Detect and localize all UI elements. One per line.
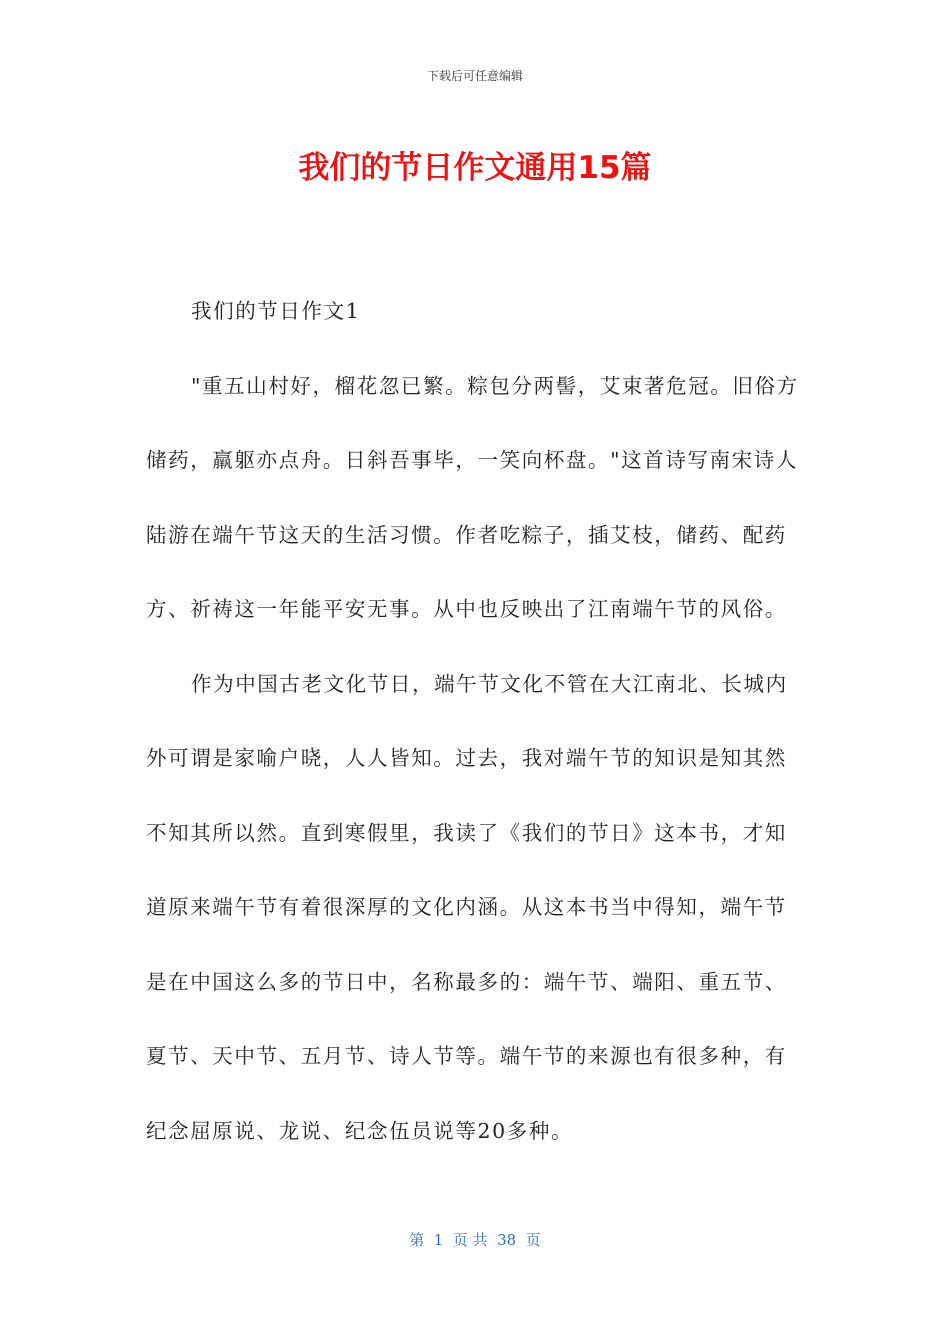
- paragraph: "重五山村好，榴花忽已繁。粽包分两髻，艾束著危冠。旧俗方储药，羸躯亦点舟。日斜吾事毕，一笑向杯盘。"这首诗写南宋诗人陆游在端午节这天的生活习惯。作者吃粽子，插艾枝，储药、配药方、祈祷这一年能平安无事。从中也反映出了江南端午节的风俗。: [146, 373, 799, 621]
- page-number-footer: 第 1 页 共 38 页: [409, 1231, 541, 1249]
- paragraph: 作为中国古老文化节日，端午节文化不管在大江南北、长城内外可谓是家喻户晓，人人皆知。过去，我对端午节的知识是知其然不知其所以然。直到寒假里，我读了《我们的节日》这本书，才知道原来端午节有着很深厚的文化内涵。从这本书当中得知，端午节是在中国这么多的节日中，名称最多的：端午节、端阳、重五节、夏节、天中节、五月节、诗人节等。端午节的来源也有很多种，有纪念屈原说、龙说、纪念伍员说等20多种。: [146, 671, 788, 1143]
- section-heading: 我们的节日作文1: [191, 299, 361, 323]
- document-body: [146, 274, 806, 1168]
- document-title: 我们的节日作文通用15篇: [298, 150, 652, 186]
- header-note: 下载后可任意编辑: [426, 69, 523, 83]
